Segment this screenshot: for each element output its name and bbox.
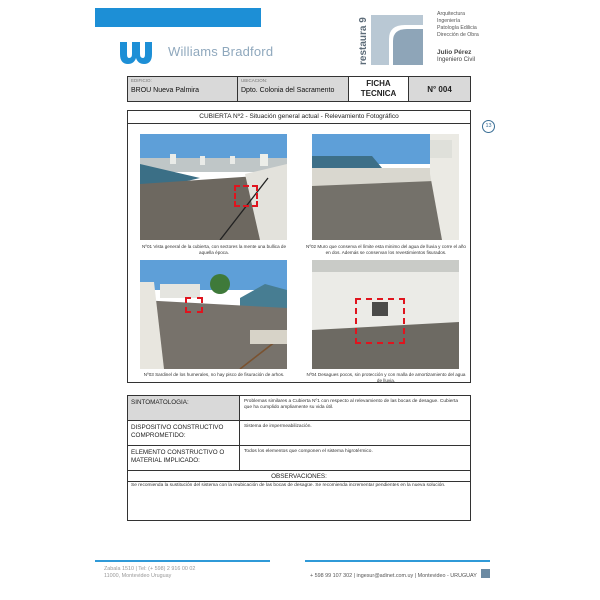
photo-caption-04: Nº04 Desagues pocos, sin protección y con malla de amortizamiento del agua de lluvia. bbox=[306, 372, 466, 383]
dispositivo-row bbox=[128, 421, 470, 446]
ficha-label-1: FICHA bbox=[366, 79, 391, 88]
photo-02 bbox=[312, 134, 459, 240]
defect-marker-04 bbox=[355, 298, 405, 344]
photo-04 bbox=[312, 260, 459, 369]
sintomatologia-row bbox=[128, 396, 470, 421]
elemento-row bbox=[128, 446, 470, 471]
defect-marker-01 bbox=[234, 185, 258, 207]
defect-marker-03 bbox=[185, 297, 203, 313]
footer-divider-left bbox=[95, 560, 270, 562]
photo-caption-01: Nº01 Vista general de la cubierta, con sectores la mente una bullica de aquella época. bbox=[141, 244, 287, 255]
person-title: Ingeniero Civil bbox=[437, 57, 476, 63]
elemento-text: Todos los elementos que componen el sistema higrotérmico. bbox=[244, 449, 373, 454]
footer-address: Zabala 1510 | Tel: (+ 598) 2 916 00 02 11000, Montevideo Uruguay bbox=[104, 566, 196, 579]
ubicacion-value: Dpto. Colonia del Sacramento bbox=[241, 87, 335, 94]
ubicacion-caption: UBICACION: bbox=[241, 78, 268, 83]
edificio-caption: EDIFICIO: bbox=[131, 78, 152, 83]
ficha-label-2: TECNICA bbox=[360, 89, 397, 98]
ficha-header-table bbox=[127, 76, 471, 102]
diagnosis-table bbox=[127, 395, 471, 521]
svg-text:restaura 9: restaura 9 bbox=[358, 17, 369, 65]
photo-01 bbox=[140, 134, 287, 240]
page-number-badge: 13 bbox=[482, 120, 495, 133]
partner-person bbox=[437, 49, 475, 64]
footer-divider-right bbox=[305, 560, 490, 562]
footer-square-icon bbox=[481, 569, 490, 578]
dispositivo-label: DISPOSITIVO CONSTRUCTIVO COMPROMETIDO: bbox=[128, 421, 240, 445]
elemento-label: ELEMENTO CONSTRUCTIVO O MATERIAL IMPLICADO: bbox=[128, 446, 240, 470]
sintomatologia-text: Problemas similares a Cubierta Nº1 con respecto al relevamiento de las bocas de desague. Cubierta que ha cumplido ampliamente su vida útil. bbox=[244, 399, 458, 411]
observaciones-label: OBSERVACIONES: bbox=[128, 472, 470, 482]
photo-caption-03: Nº03 Sardinel de los humerales, no hay pisco de fisuración de arhos. bbox=[143, 372, 285, 377]
brand-bar bbox=[95, 8, 261, 27]
partner-services: Arquitectura Ingeniería Patología Edilicia Dirección de Obra bbox=[437, 11, 479, 38]
sintomatologia-label: SINTOMATOLOGIA: bbox=[128, 396, 240, 420]
ubicacion-cell bbox=[238, 77, 349, 101]
photo-caption-02: Nº02 Muro que conserva el límite esta minimo del agua de lluvia y corre el año en dos. Además se conservan los revestimientos fisurados. bbox=[306, 244, 466, 255]
dispositivo-text: Sistema de impermeabilización. bbox=[244, 424, 312, 429]
footer-contact: + 598 99 107 302 | ingesur@adinet.com.uy | Montevideo - URUGUAY bbox=[310, 573, 477, 579]
williams-bradford-logo-icon bbox=[117, 40, 157, 66]
photo-survey-section bbox=[127, 110, 471, 383]
ficha-number: N° 004 bbox=[409, 77, 470, 101]
edificio-value: BROU Nueva Palmira bbox=[131, 87, 200, 94]
brand-name: Williams Bradford bbox=[168, 44, 274, 59]
edificio-cell bbox=[128, 77, 238, 101]
person-name: Julio Pérez bbox=[437, 49, 472, 56]
restaura9-logo-icon bbox=[355, 13, 425, 67]
observaciones-text: Se recomienda la sustitución del sistema con la reubicación de las bocas de desagüe. Se recomienda incrementar pendientes en la nueva solución. bbox=[131, 483, 446, 488]
photo-section-title: CUBIERTA Nº2 - Situación general actual - Relevamiento Fotográfico bbox=[128, 111, 470, 124]
photo-03 bbox=[140, 260, 287, 369]
ficha-label-cell bbox=[349, 77, 409, 101]
